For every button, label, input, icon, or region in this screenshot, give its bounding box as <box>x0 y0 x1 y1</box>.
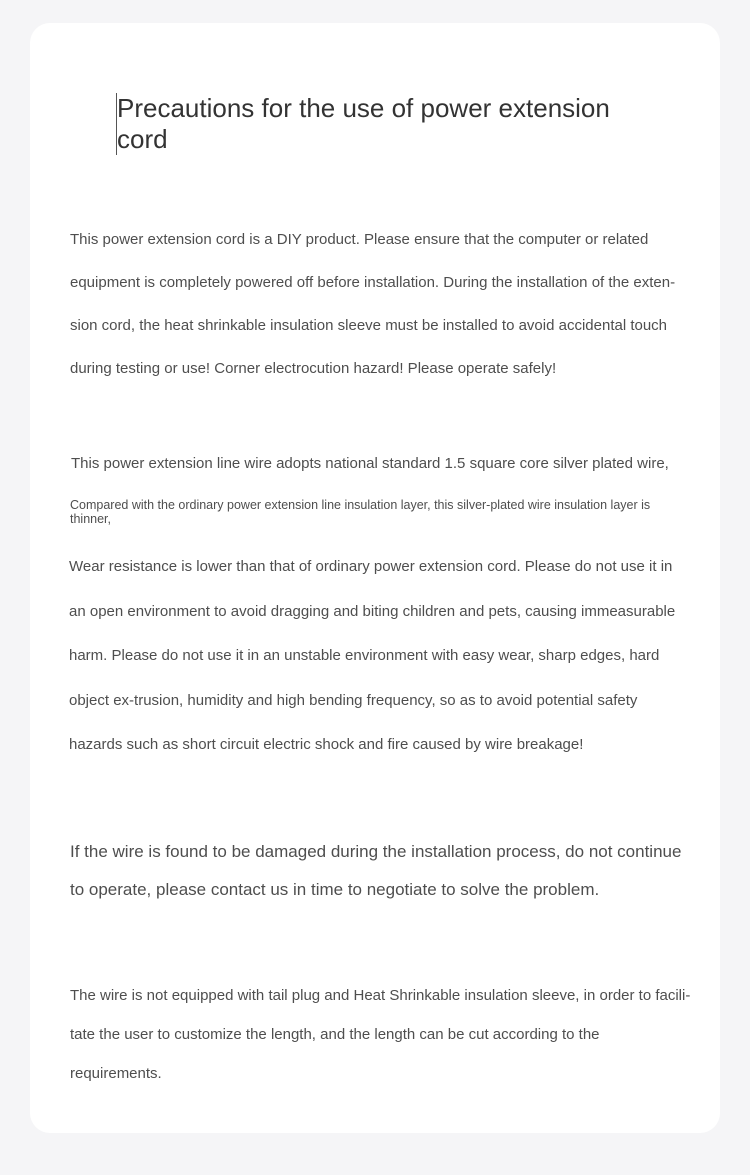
paragraph-diy-warning: This power extension cord is a DIY product. Please ensure that the computer or related equipment is completely powered off before installation. During the installation of the exten-sion cord, the heat shrinkable insulation sleeve must be installed to avoid accidental touch during testing or use! Corner electrocution hazard! Please operate safely! <box>70 231 676 377</box>
paragraph-wear-resistance: Wear resistance is lower than that of ordinary power extension cord. Please do not use it in an open environment to avoid dragging and biting children and pets, causing immeasurable harm. Please do not use it in an unstable environment with easy wear, sharp edges, hard object ex-trusion, humidity and high bending frequency, so as to avoid potential safety hazards such as short circuit electric shock and fire caused by wire breakage! <box>69 558 676 753</box>
paragraph-tail-plug: The wire is not equipped with tail plug and Heat Shrinkable insulation sleeve, in order to facili-tate the user to customize the length, and the length can be cut according to the requirements. <box>70 987 691 1082</box>
paragraph-damage-contact: If the wire is found to be damaged during the installation process, do not continue to operate, please contact us in time to negotiate to solve the problem. <box>70 842 682 899</box>
paragraph-wire-standard: This power extension line wire adopts national standard 1.5 square core silver plated wire, <box>71 455 669 472</box>
paragraph-insulation-note: Compared with the ordinary power extension line insulation layer, this silver-plated wire insulation layer is thinner, <box>70 498 651 526</box>
page-title: Precautions for the use of power extension cord <box>116 93 637 155</box>
content-card <box>30 23 720 1133</box>
